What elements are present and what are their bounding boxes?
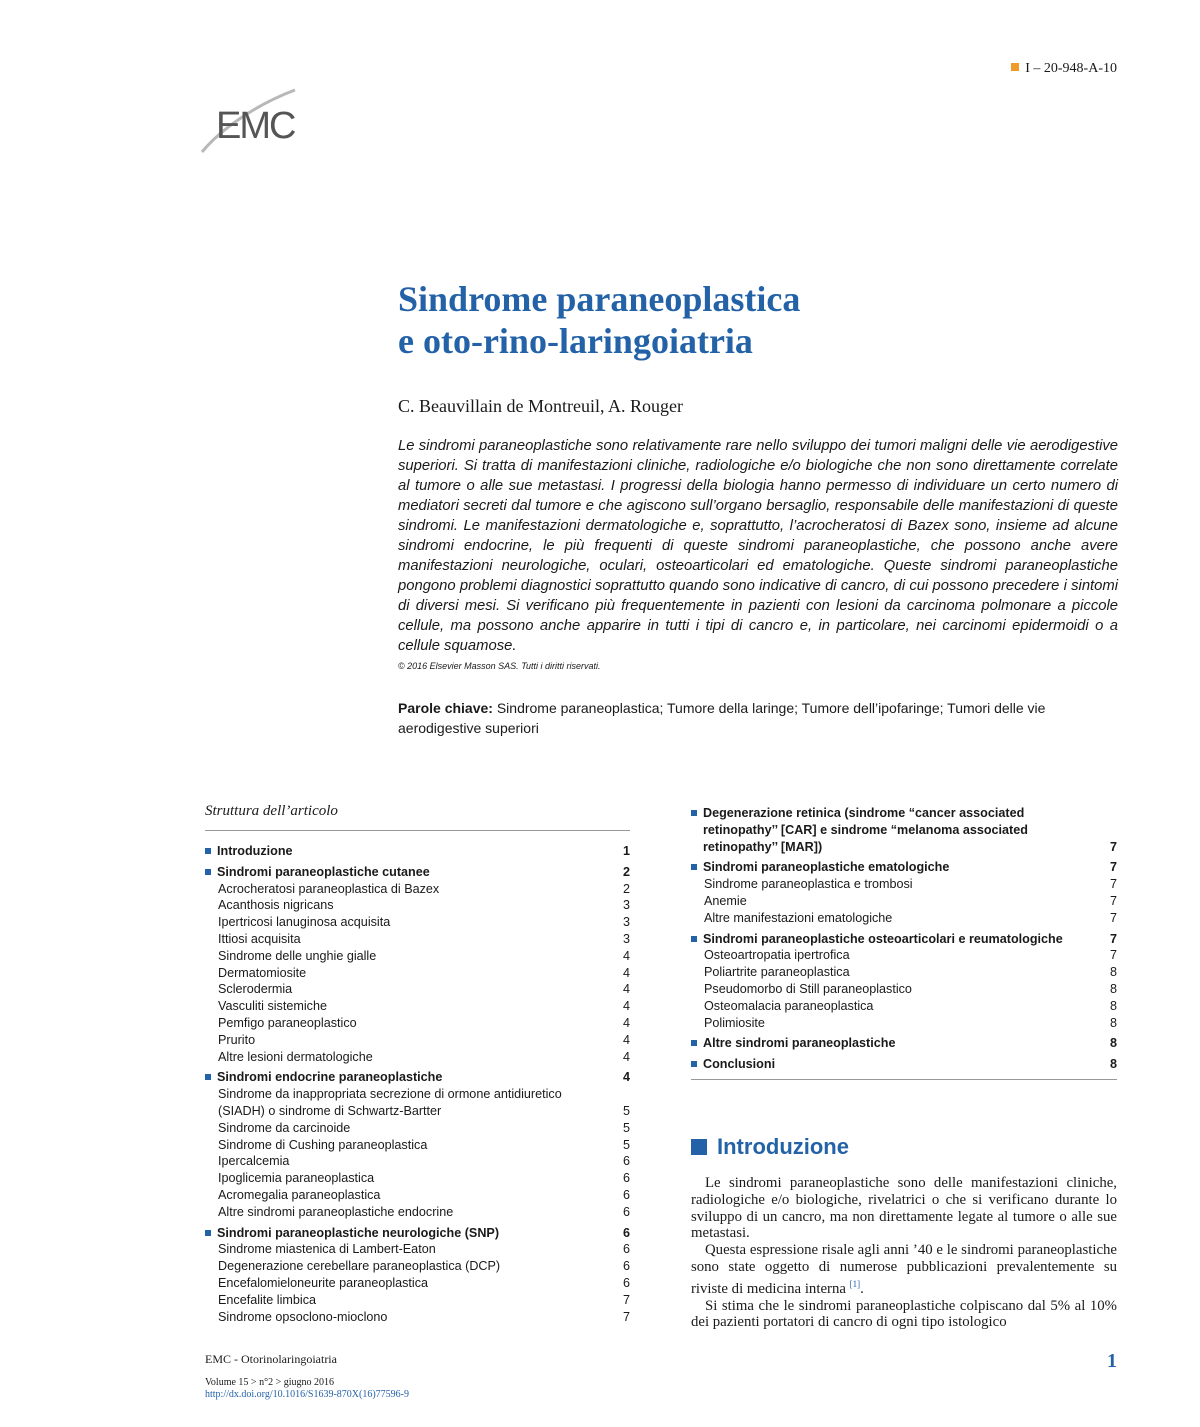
toc-entry-page: 8 (1109, 965, 1117, 980)
toc-entry-page: 6 (622, 1225, 630, 1240)
toc-entry-page: 7 (1109, 893, 1117, 908)
title-line-1: Sindrome paraneoplastica (398, 279, 801, 319)
toc-entry-page: 6 (622, 1275, 630, 1290)
toc-right-column (691, 805, 1117, 1073)
toc-entry-title: Degenerazione cerebellare paraneoplastica (DCP) (218, 1259, 501, 1274)
toc-entry-title: Sindromi paraneoplastiche osteoarticolari e reumatologiche (691, 931, 1075, 948)
toc-entry-title: Pemfigo paraneoplastico (218, 1015, 357, 1030)
toc-entry[interactable] (205, 1049, 630, 1066)
toc-entry-page: 3 (622, 898, 630, 913)
toc-divider (205, 830, 630, 831)
intro-paragraph-3: Si stima che le sindromi paraneoplastiche colpiscano dal 5% al 10% dei pazienti portatori di cancro di ogni tipo istologico (691, 1297, 1117, 1331)
keywords-label: Parole chiave: (398, 700, 493, 716)
toc-heading: Struttura dell’articolo (205, 803, 338, 819)
toc-entry-title: Altre sindromi paraneoplastiche endocrine (218, 1204, 454, 1219)
abstract-text: Le sindromi paraneoplastiche sono relativamente rare nello sviluppo dei tumori maligni delle vie aerodigestive superiori. Si tratta di manifestazioni cliniche, radiologiche e/o biologiche che non sono direttamente correlate al tumore o alle sue metastasi. I progressi della biologia hanno permesso di individuare un certo numero di mediatori secreti dal tumore e che agiscono sull’organo bersaglio, responsabile delle manifestazioni di queste sindromi. Le manifestazioni dermatologiche e, soprattutto, l’acrocheratosi di Bazex sono, insieme ad alcune sindromi endocrine, le più frequenti di queste sindromi paraneoplastiche, che possono anche avere manifestazioni neurologiche, oculari, osteoarticolari ed ematologiche. Queste sindromi paraneoplastiche pongono problemi diagnostici soprattutto quando sono indicative di cancro, di cui possono precedere i sintomi di diversi mesi. Si verificano più frequentemente in pazienti con lesioni da carcinoma polmonare a piccole cellule, ma possono anche apparire in tutti i tipi di cancro e, in particolare, nei carcinomi epidermoidi o a cellule squamose. (398, 438, 1118, 654)
footer-journal: EMC - Otorinolaringoiatria (205, 1352, 337, 1366)
toc-entry-page: 8 (1109, 1036, 1117, 1051)
toc-entry[interactable] (205, 897, 630, 914)
toc-entry[interactable] (691, 910, 1117, 927)
toc-entry-page: 5 (622, 1137, 630, 1152)
title-line-2: e oto-rino-laringoiatria (398, 321, 753, 361)
toc-entry[interactable] (691, 805, 1117, 822)
toc-entry[interactable] (205, 1153, 630, 1170)
toc-entry-page: 2 (622, 864, 630, 879)
intro-paragraph-2 (691, 1242, 1117, 1297)
toc-entry-title: Introduzione (205, 843, 305, 860)
footer-volume (205, 1377, 409, 1401)
toc-entry-page: 4 (622, 1015, 630, 1030)
toc-entry[interactable] (205, 1137, 630, 1154)
toc-entry-page: 6 (622, 1187, 630, 1202)
toc-entry-title: Acanthosis nigricans (218, 898, 334, 913)
toc-entry[interactable] (691, 981, 1117, 998)
toc-entry-title: retinopathy’’ [MAR]) (703, 839, 823, 854)
toc-entry[interactable] (205, 1309, 630, 1326)
toc-entry-title: Sindromi paraneoplastiche neurologiche (SNP) (205, 1225, 511, 1242)
toc-entry-title: Sindrome paraneoplastica e trombosi (704, 877, 913, 892)
toc-bottom-divider (691, 1079, 1117, 1080)
toc-entry-title: Sindromi paraneoplastiche cutanee (205, 864, 442, 881)
toc-entry[interactable] (205, 1069, 630, 1086)
toc-entry[interactable] (691, 859, 1117, 876)
toc-entry-page: 6 (622, 1154, 630, 1169)
toc-entry-title: Sindrome da inappropriata secrezione di ormone antidiuretico (218, 1087, 562, 1102)
toc-entry-page: 7 (1109, 931, 1117, 946)
toc-entry[interactable] (205, 843, 630, 860)
intro-paragraph-1: Le sindromi paraneoplastiche sono delle manifestazioni cliniche, radiologiche e/o biologiche, rivelatrici o che si verificano durante lo sviluppo di un cancro, ma non direttamente legate al tumore o alle sue metastasi. (691, 1175, 1117, 1242)
toc-entry[interactable] (205, 1120, 630, 1137)
toc-entry[interactable] (205, 1292, 630, 1309)
toc-entry-title: retinopathy’’ [CAR] e sindrome “melanoma associated (703, 822, 1028, 837)
article-title (398, 278, 1158, 362)
toc-entry[interactable] (691, 1056, 1117, 1073)
toc-entry-page: 8 (1109, 1015, 1117, 1030)
doi-link[interactable]: http://dx.doi.org/10.1016/S1639-870X(16)77596-9 (205, 1389, 409, 1400)
toc-entry[interactable] (205, 1086, 630, 1103)
toc-entry-title: Ittiosi acquisita (218, 931, 301, 946)
toc-entry-page: 2 (622, 881, 630, 896)
toc-entry-title: Polimiosite (704, 1015, 765, 1030)
toc-entry-page: 4 (622, 948, 630, 963)
intro-body (691, 1175, 1117, 1331)
toc-entry-page: 8 (1109, 998, 1117, 1013)
toc-entry-title: Sindrome da carcinoide (218, 1120, 351, 1135)
toc-entry-page: 7 (622, 1309, 630, 1324)
toc-entry-title: (SIADH) o sindrome di Schwartz-Bartter (218, 1103, 442, 1118)
toc-entry[interactable] (205, 1241, 630, 1258)
toc-entry-page: 4 (622, 999, 630, 1014)
toc-entry-title: Encefalite limbica (218, 1292, 316, 1307)
toc-entry-title: Acrocheratosi paraneoplastica di Bazex (218, 881, 440, 896)
toc-entry-page: 4 (622, 1070, 630, 1085)
toc-entry[interactable] (205, 1258, 630, 1275)
toc-entry[interactable] (691, 876, 1117, 893)
toc-entry-page: 7 (1109, 877, 1117, 892)
intro-heading (691, 1134, 849, 1160)
orange-square-icon (1011, 63, 1019, 71)
toc-entry-page: 7 (1109, 839, 1117, 854)
toc-entry-title: Sindrome delle unghie gialle (218, 948, 377, 963)
toc-entry[interactable] (691, 998, 1117, 1015)
toc-entry[interactable] (205, 965, 630, 982)
keywords-list: Sindrome paraneoplastica; Tumore della laringe; Tumore dell’ipofaringe; Tumori delle vie aerodigestive superiori (398, 700, 1046, 736)
citation-link[interactable]: [1] (849, 1278, 861, 1289)
toc-entry-title: Sindrome miastenica di Lambert-Eaton (218, 1242, 436, 1257)
toc-entry-title: Degenerazione retinica (sindrome “cancer associated (691, 805, 1036, 822)
toc-entry[interactable] (205, 998, 630, 1015)
toc-entry[interactable] (691, 931, 1117, 948)
toc-entry-title: Conclusioni (691, 1056, 787, 1073)
toc-entry-title: Sindrome di Cushing paraneoplastica (218, 1137, 428, 1152)
toc-entry-page: 7 (622, 1292, 630, 1307)
toc-entry-page: 6 (622, 1259, 630, 1274)
toc-entry[interactable] (205, 1275, 630, 1292)
toc-entry[interactable] (205, 1032, 630, 1049)
toc-entry-page: 8 (1109, 1057, 1117, 1072)
toc-entry[interactable] (691, 1035, 1117, 1052)
toc-entry-title: Altre sindromi paraneoplastiche (691, 1035, 907, 1052)
toc-entry[interactable] (205, 914, 630, 931)
toc-entry-page: 4 (622, 965, 630, 980)
toc-entry[interactable] (205, 1204, 630, 1221)
toc-entry-title: Acromegalia paraneoplastica (218, 1187, 381, 1202)
toc-entry[interactable] (691, 893, 1117, 910)
abstract (398, 436, 1118, 672)
document-reference (1011, 61, 1117, 77)
toc-entry-page: 5 (622, 1120, 630, 1135)
toc-entry[interactable] (205, 1103, 630, 1120)
toc-entry-page: 4 (622, 982, 630, 997)
toc-entry-title: Ipercalcemia (218, 1154, 290, 1169)
toc-entry-title: Sindromi endocrine paraneoplastiche (205, 1069, 454, 1086)
toc-entry[interactable] (691, 947, 1117, 964)
toc-entry-page: 7 (1109, 910, 1117, 925)
toc-entry-page: 7 (1109, 948, 1117, 963)
keywords (398, 698, 1118, 738)
intro-p2-end: . (860, 1280, 864, 1297)
toc-entry[interactable] (205, 931, 630, 948)
toc-entry[interactable] (691, 1015, 1117, 1032)
toc-entry-title: Osteoartropatia ipertrofica (704, 948, 850, 963)
toc-entry[interactable] (691, 964, 1117, 981)
toc-entry-page: 6 (622, 1171, 630, 1186)
toc-entry[interactable] (205, 948, 630, 965)
toc-entry[interactable] (205, 981, 630, 998)
toc-entry-page: 3 (622, 915, 630, 930)
toc-entry-title: Altre manifestazioni ematologiche (704, 910, 893, 925)
authors: C. Beauvillain de Montreuil, A. Rouger (398, 396, 683, 416)
toc-entry-title: Ipoglicemia paraneoplastica (218, 1171, 375, 1186)
toc-entry-title: Osteomalacia paraneoplastica (704, 998, 874, 1013)
intro-heading-text: Introduzione (717, 1134, 849, 1159)
toc-entry[interactable] (691, 839, 1117, 856)
toc-entry[interactable] (691, 822, 1117, 839)
toc-entry[interactable] (205, 1170, 630, 1187)
toc-entry-page: 6 (622, 1242, 630, 1257)
toc-entry[interactable] (205, 1225, 630, 1242)
toc-entry-title: Prurito (218, 1032, 256, 1047)
toc-entry-page: 3 (622, 931, 630, 946)
copyright: © 2016 Elsevier Masson SAS. Tutti i diritti riservati. (398, 661, 601, 671)
toc-entry-page: 1 (622, 844, 630, 858)
toc-entry-title: Pseudomorbo di Still paraneoplastico (704, 981, 912, 996)
toc-entry-title: Sclerodermia (218, 982, 293, 997)
toc-entry[interactable] (205, 1187, 630, 1204)
toc-entry-title: Sindrome opsoclono-mioclono (218, 1309, 388, 1324)
emc-logo (200, 80, 300, 156)
toc-entry[interactable] (205, 881, 630, 898)
toc-entry-title: Vasculiti sistemiche (218, 999, 327, 1014)
doc-ref-text: I – 20-948-A-10 (1025, 61, 1117, 76)
intro-p2-text: Questa espressione risale agli anni ’40 e le sindromi paraneoplastiche sono state oggetto di numerose pubblicazioni prevalentemente su riviste di medicina interna (691, 1242, 1117, 1297)
toc-entry[interactable] (205, 1015, 630, 1032)
toc-entry-title: Encefalomieloneurite paraneoplastica (218, 1275, 429, 1290)
toc-entry-title: Altre lesioni dermatologiche (218, 1049, 373, 1064)
toc-entry-title: Sindromi paraneoplastiche ematologiche (691, 859, 961, 876)
toc-entry-title: Anemie (704, 893, 747, 908)
toc-entry-page: 4 (622, 1032, 630, 1047)
section-square-icon (691, 1139, 707, 1155)
toc-entry-page: 5 (622, 1103, 630, 1118)
logo-text: EMC (216, 105, 295, 147)
volume-info: Volume 15 > n°2 > giugno 2016 (205, 1377, 334, 1388)
toc-entry-page: 4 (622, 1049, 630, 1064)
toc-entry-page: 8 (1109, 981, 1117, 996)
toc-entry-page: 7 (1109, 860, 1117, 875)
toc-entry-title: Poliartrite paraneoplastica (704, 965, 850, 980)
toc-left-column (205, 843, 630, 1325)
page-number: 1 (1107, 1350, 1117, 1372)
toc-entry-title: Dermatomiosite (218, 965, 307, 980)
toc-entry-title: Ipertricosi lanuginosa acquisita (218, 915, 391, 930)
toc-entry[interactable] (205, 864, 630, 881)
toc-entry-page: 6 (622, 1204, 630, 1219)
